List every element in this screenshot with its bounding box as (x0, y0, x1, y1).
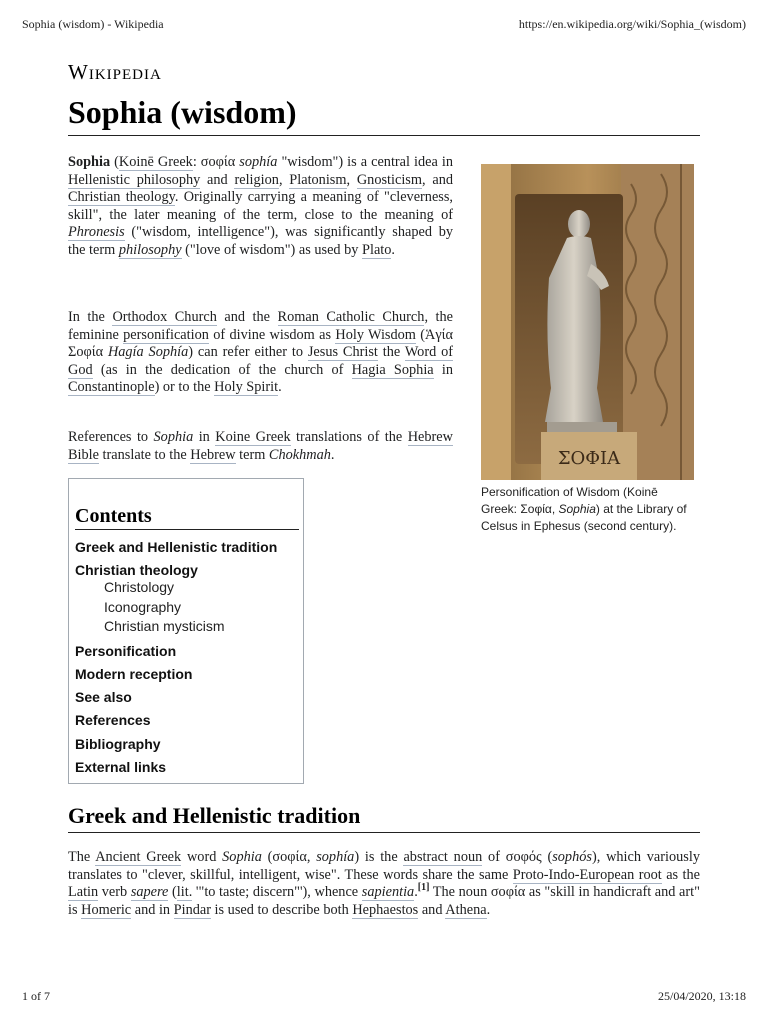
transliteration: Hagía Sophía (107, 344, 189, 361)
page-title: Sophia (wisdom) (68, 94, 700, 136)
link-lit[interactable]: lit. (176, 884, 193, 901)
link-homeric[interactable]: Homeric (81, 901, 132, 918)
link-plato[interactable]: Plato (362, 241, 392, 258)
lead-paragraph-3: References to Sophia in Koine Greek translations of the Hebrew Bible translate to the Hebrew term Chokhmah. (68, 429, 453, 463)
table-of-contents (68, 478, 304, 784)
page-count: 1 of 7 (22, 989, 50, 1003)
link-gnosticism[interactable]: Gnosticism (356, 171, 422, 188)
link-abstract-noun[interactable]: abstract noun (403, 849, 483, 865)
section-paragraph: The Ancient Greek word Sophia (σοφία, sophía) is the abstract noun of σοφός (sophós), which variously translates to "clever, skillful, intelligent, wise". These words share the same Proto-Indo-European root as the Latin verb sapere (lit. '"to taste; discern"'), whence sapientia.[1] The noun σοφία as "skill in handicraft and art" is Homeric and in Pindar is used to describe both Hephaestos and Athena. (68, 849, 701, 918)
link-proto-indo-european-root[interactable]: Proto-Indo-European root (512, 866, 662, 883)
link-hagia-sophia[interactable]: Hagia Sophia (351, 361, 434, 378)
link-sapere[interactable]: sapere (130, 884, 169, 901)
toc-item-see-also[interactable]: See also (75, 689, 132, 705)
link-hellenistic-philosophy[interactable]: Hellenistic philosophy (68, 171, 201, 188)
toc-item-modern-reception[interactable]: Modern reception (75, 666, 193, 682)
sophia-statue-image[interactable] (481, 164, 694, 480)
link-sapientia[interactable]: sapientia (361, 884, 415, 901)
link-platonism[interactable]: Platonism (289, 171, 347, 188)
toc-item-references[interactable]: References (75, 712, 151, 728)
link-phronesis[interactable]: Phronesis (68, 224, 125, 241)
toc-item-personification[interactable]: Personification (75, 643, 177, 659)
infobox-figure (481, 164, 694, 535)
link-ancient-greek[interactable]: Ancient Greek (95, 849, 182, 865)
toc-item-external-links[interactable]: External links (75, 759, 167, 775)
link-holy-spirit[interactable]: Holy Spirit (214, 379, 279, 396)
link-pindar[interactable]: Pindar (173, 901, 211, 918)
link-athena[interactable]: Athena (445, 901, 487, 918)
toc-item-bibliography[interactable]: Bibliography (75, 736, 161, 752)
wikipedia-wordmark[interactable]: Wikipedia (68, 60, 162, 84)
link-philosophy[interactable]: philosophy (118, 241, 182, 258)
print-page-title: Sophia (wisdom) - Wikipedia (22, 17, 164, 31)
link-jesus-christ[interactable]: Jesus Christ (307, 344, 378, 361)
toc-title: Contents (75, 505, 299, 530)
link-koine-greek-2[interactable]: Koine Greek (215, 429, 291, 445)
toc-subitem-christian-mysticism[interactable]: Christian mysticism (104, 618, 225, 634)
link-holy-wisdom[interactable]: Holy Wisdom (335, 326, 416, 343)
link-hebrew[interactable]: Hebrew (190, 446, 236, 463)
toc-subitem-iconography[interactable]: Iconography (104, 599, 182, 615)
citation-1[interactable]: [1] (417, 882, 430, 894)
lead-paragraph-1: Sophia (Koinē Greek: σοφία sophía "wisdom") is a central idea in Hellenistic philosophy and religion, Platonism, Gnosticism, and Christian theology. Originally carrying a meaning of "cleverness, skill", the later meaning of the term, close to the meaning of Phronesis ("wisdom, intelligence"), was significantly shaped by the term philosophy ("love of wisdom") as used by Plato. (68, 154, 453, 258)
link-word-of-god[interactable]: Word of God (68, 344, 454, 378)
print-footer (22, 989, 746, 1004)
print-timestamp: 25/04/2020, 13:18 (657, 989, 746, 1003)
link-hebrew-bible[interactable]: Hebrew Bible (68, 429, 453, 463)
figure-caption: Personification of Wisdom (Koinē Greek: Σοφία, Sophia) at the Library of Celsus in Ephesus (second century). (481, 485, 687, 533)
link-christian-theology[interactable]: Christian theology (68, 189, 175, 206)
statue-inscription: ΣΟΦΙΑ (557, 448, 621, 469)
toc-item-greek-hellenistic[interactable]: Greek and Hellenistic tradition (75, 539, 278, 555)
link-koine-greek[interactable]: Koinē Greek (118, 154, 193, 170)
lead-paragraph-2: In the Orthodox Church and the Roman Catholic Church, the feminine personification of divine wisdom as Holy Wisdom (Ἁγία Σοφία Hagía Sophía) can refer either to Jesus Christ the Word of God (as in the dedication of the church of Hagia Sophia in Constantinople) or to the Holy Spirit. (68, 309, 454, 396)
link-hephaestos[interactable]: Hephaestos (352, 901, 419, 918)
transliteration: sophía (239, 154, 278, 170)
toc-item-christian-theology[interactable]: Christian theology (75, 562, 198, 578)
link-personification[interactable]: personification (123, 326, 209, 343)
link-constantinople[interactable]: Constantinople (68, 379, 155, 396)
link-orthodox-church[interactable]: Orthodox Church (112, 309, 217, 325)
section-heading-greek-hellenistic: Greek and Hellenistic tradition (68, 803, 700, 833)
print-header (22, 17, 746, 32)
link-latin[interactable]: Latin (68, 884, 99, 901)
bold-term: Sophia (68, 154, 111, 170)
toc-subitem-christology[interactable]: Christology (104, 579, 175, 595)
link-religion[interactable]: religion (234, 171, 279, 188)
print-url[interactable]: https://en.wikipedia.org/wiki/Sophia_(wisdom) (518, 17, 746, 31)
link-roman-catholic-church[interactable]: Roman Catholic Church (277, 309, 425, 325)
